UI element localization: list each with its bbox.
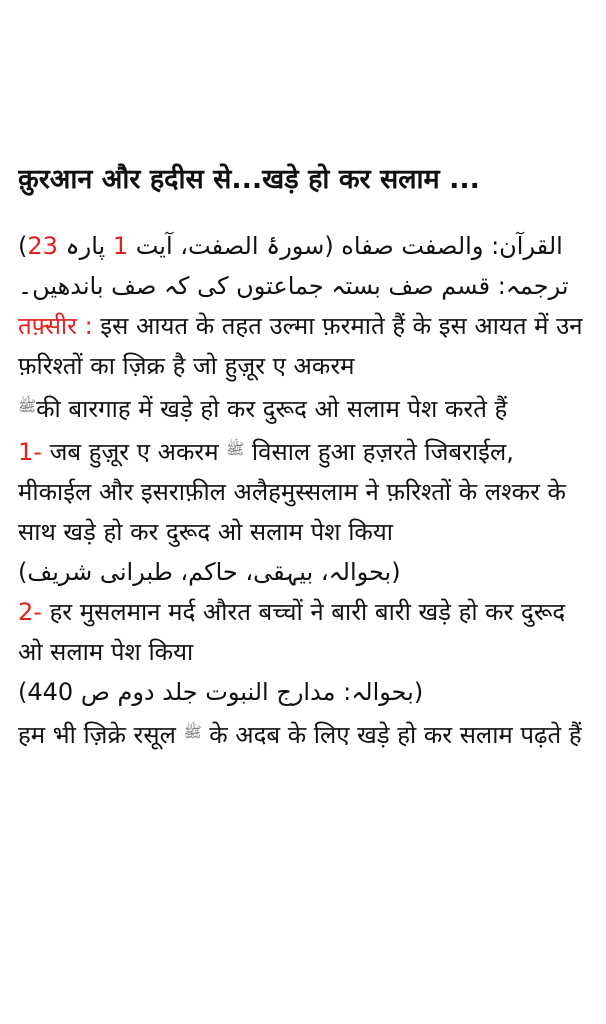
quran-ref-middle: پارہ	[57, 232, 113, 260]
para-number: 23	[27, 232, 58, 260]
ayat-number: 1	[112, 232, 129, 260]
quran-ref-prefix: القرآن: والصفت صفاه (سورۂ الصفت، آیت	[128, 232, 563, 260]
point-1	[18, 429, 586, 552]
point-1-text-2: विसाल हुआ हज़रते जिबराईल, मीकाईल और इसराफ़ील अलैहमुस्सलाम ने फ़रिश्तों के लश्कर के साथ खड़े हो कर दुरूद ओ सलाम पेश किया	[18, 438, 566, 546]
point-2-text: हर मुसलमान मर्द औरत बच्चों ने बारी बारी खड़े हो कर दुरूद ओ सलाम पेश किया	[18, 598, 566, 666]
tafseer-text-2: की बारगाह में खड़े हो कर दुरूद ओ सलाम पेश करते हैं	[36, 395, 508, 423]
point-2	[18, 592, 586, 672]
tafseer-paragraph	[18, 306, 586, 429]
tafseer-text-1: इस आयत के तहत उल्मा फ़रमाते हैं के इस आयत में उन फ़रिश्तों का ज़िक्र है जो हुज़ूर ए अकरम	[18, 312, 583, 380]
post-body	[18, 226, 586, 755]
reference-1: (بحوالہ، بیہقی، حاکم، طبرانی شریف)	[18, 558, 401, 586]
translation: ترجمہ: قسم صف بستہ جماعتوں کی کہ صف باندھیں۔	[18, 272, 569, 300]
point-2-number: 2-	[18, 598, 42, 626]
reference-2: (بحوالہ: مدارج النبوت جلد دوم ص 440)	[18, 678, 424, 706]
post-title: क़ुरआन और हदीस से...खड़े हो कर सलाम ...	[18, 164, 480, 195]
quran-ref-suffix: )	[18, 232, 28, 260]
salutation-icon: ﷺ	[183, 723, 202, 741]
salutation-icon: ﷺ	[226, 440, 245, 458]
salutation-icon: ﷺ	[18, 397, 37, 415]
closing-paragraph	[18, 712, 586, 755]
tafseer-label: तफ़्सीर :	[18, 312, 93, 340]
point-1-number: 1-	[18, 438, 42, 466]
point-1-text-1: जब हुज़ूर ए अकरम	[41, 438, 227, 466]
closing-text-2: के अदब के लिए खड़े हो कर सलाम पढ़ते हैं	[201, 721, 582, 749]
closing-text-1: हम भी ज़िक्रे रसूल	[18, 721, 184, 749]
quran-reference	[18, 226, 586, 266]
